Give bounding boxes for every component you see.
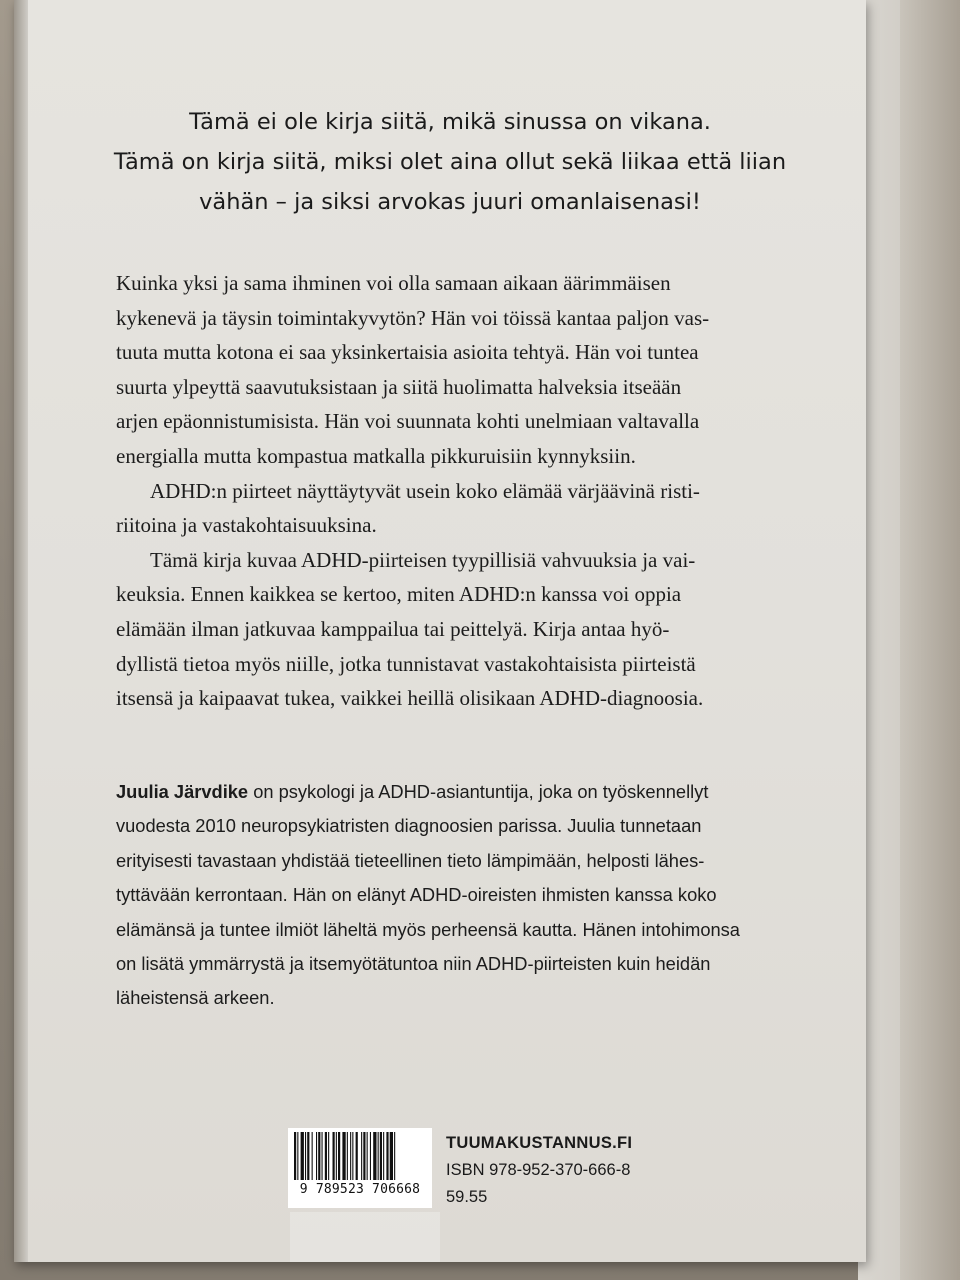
barcode-bar [386, 1132, 388, 1180]
spine-shadow [14, 0, 28, 1262]
blurb-line: suurta ylpeyttä saavutuksistaan ja siitä huolimatta halveksia itseään [116, 374, 682, 399]
blurb-line: kykenevä ja täysin toimintakyvytön? Hän voi töissä kantaa paljon vas- [116, 305, 710, 330]
isbn: ISBN 978-952-370-666-8 [446, 1161, 631, 1179]
author-name: Juulia Järvdike [116, 781, 249, 802]
author-bio-line: läheistensä arkeen. [116, 987, 275, 1009]
barcode-bar [378, 1132, 379, 1180]
barcode-bar [301, 1132, 304, 1180]
barcode [288, 1128, 432, 1208]
barcode-bar [342, 1132, 345, 1180]
barcode-bar [356, 1132, 358, 1180]
barcode-digits: 9 789523 706668 [299, 1182, 421, 1197]
barcode-bar [347, 1132, 348, 1180]
barcode-bar [394, 1132, 395, 1180]
blurb-line: keuksia. Ennen kaikkea se kertoo, miten ADHD:n kanssa voi oppia [116, 582, 682, 607]
barcode-bar [294, 1132, 296, 1180]
blurb-line: elämään ilman jatkuvaa kamppailua tai peittelyä. Kirja antaa hyö- [116, 616, 670, 641]
barcode-bar [316, 1132, 317, 1180]
barcode-bar [318, 1132, 320, 1180]
blurb [116, 266, 802, 716]
author-bio-first-line: on psykologi ja ADHD-asiantuntija, joka on työskennellyt [248, 781, 709, 802]
tagline-line: Tämä ei ole kirja siitä, mikä sinussa on vikana. [189, 109, 711, 135]
blurb-line: Kuinka yksi ja sama ihminen voi olla samaan aikaan äärimmäisen [116, 271, 671, 295]
barcode-bar [363, 1132, 365, 1180]
barcode-bar [305, 1132, 306, 1180]
publisher-website: TUUMAKUSTANNUS.FI [446, 1134, 633, 1152]
barcode-bar [336, 1132, 337, 1180]
blurb-line: arjen epäonnistumisista. Hän voi suunnata kohti unelmiaan valtavalla [116, 409, 700, 434]
author-bio [116, 775, 816, 1016]
classification: 59.55 [446, 1188, 488, 1206]
barcode-bar [322, 1132, 323, 1180]
tagline-line: Tämä on kirja siitä, miksi olet aina ollut sekä liikaa että liian [113, 149, 787, 175]
blurb-line: riitoina ja vastakohtaisuuksina. [116, 513, 377, 538]
blurb-line: ADHD:n piirteet näyttäytyvät usein koko elämää värjäävinä risti- [150, 478, 700, 503]
barcode-bar [373, 1132, 376, 1180]
author-bio-line [116, 775, 816, 809]
barcode-bar [380, 1132, 382, 1180]
barcode-bar [338, 1132, 340, 1180]
barcode-bar [350, 1132, 351, 1180]
tagline [80, 102, 820, 222]
barcode-bar [333, 1132, 335, 1180]
publisher-info [446, 1130, 706, 1211]
barcode-bars [294, 1132, 426, 1182]
barcode-bar [328, 1132, 329, 1180]
barcode-bar [370, 1132, 371, 1180]
barcode-bar [297, 1132, 298, 1180]
blurb-line: itsensä ja kaipaavat tukea, vaikkei heillä olisikaan ADHD-diagnoosia. [116, 686, 704, 711]
blurb-line: tuuta mutta kotona ei saa yksinkertaisia asioita tehtyä. Hän voi tuntea [116, 340, 699, 365]
barcode-bar [390, 1132, 393, 1180]
author-bio-line: vuodesta 2010 neuropsykiatristen diagnoosien parissa. Juulia tunnetaan [116, 815, 702, 837]
underlying-page-edge [900, 0, 960, 1280]
barcode-bar [352, 1132, 353, 1180]
blurb-line: dyllistä tietoa myös niille, jotka tunnistavat vastakohtaisista piirteistä [116, 651, 696, 676]
barcode-bar [383, 1132, 384, 1180]
blurb-paragraph [116, 543, 802, 716]
blurb-paragraph [116, 266, 802, 474]
author-bio-line: on lisätä ymmärrystä ja itsemyötätuntoa niin ADHD-piirteisten kuin heidän [116, 953, 711, 975]
author-bio-line: tyttävään kerrontaan. Hän on elänyt ADHD-oireisten ihmisten kanssa koko [116, 884, 717, 906]
sticker-residue [290, 1212, 440, 1262]
barcode-bar [307, 1132, 309, 1180]
author-bio-line: erityisesti tavastaan yhdistää tieteellinen tieto lämpimään, helposti lähes- [116, 849, 705, 871]
barcode-bar [361, 1132, 362, 1180]
barcode-bar [367, 1132, 368, 1180]
tagline-line: vähän – ja siksi arvokas juuri omanlaisenasi! [199, 189, 701, 215]
barcode-bar [325, 1132, 327, 1180]
blurb-paragraph [116, 474, 802, 543]
blurb-line: energialla mutta kompastua matkalla pikkuruisiin kynnyksiin. [116, 443, 636, 468]
blurb-line: Tämä kirja kuvaa ADHD-piirteisen tyypillisiä vahvuuksia ja vai- [150, 547, 696, 572]
author-bio-line: elämänsä ja tuntee ilmiöt läheltä myös perheensä kautta. Hänen intohimonsa [116, 918, 740, 940]
barcode-bar [312, 1132, 313, 1180]
